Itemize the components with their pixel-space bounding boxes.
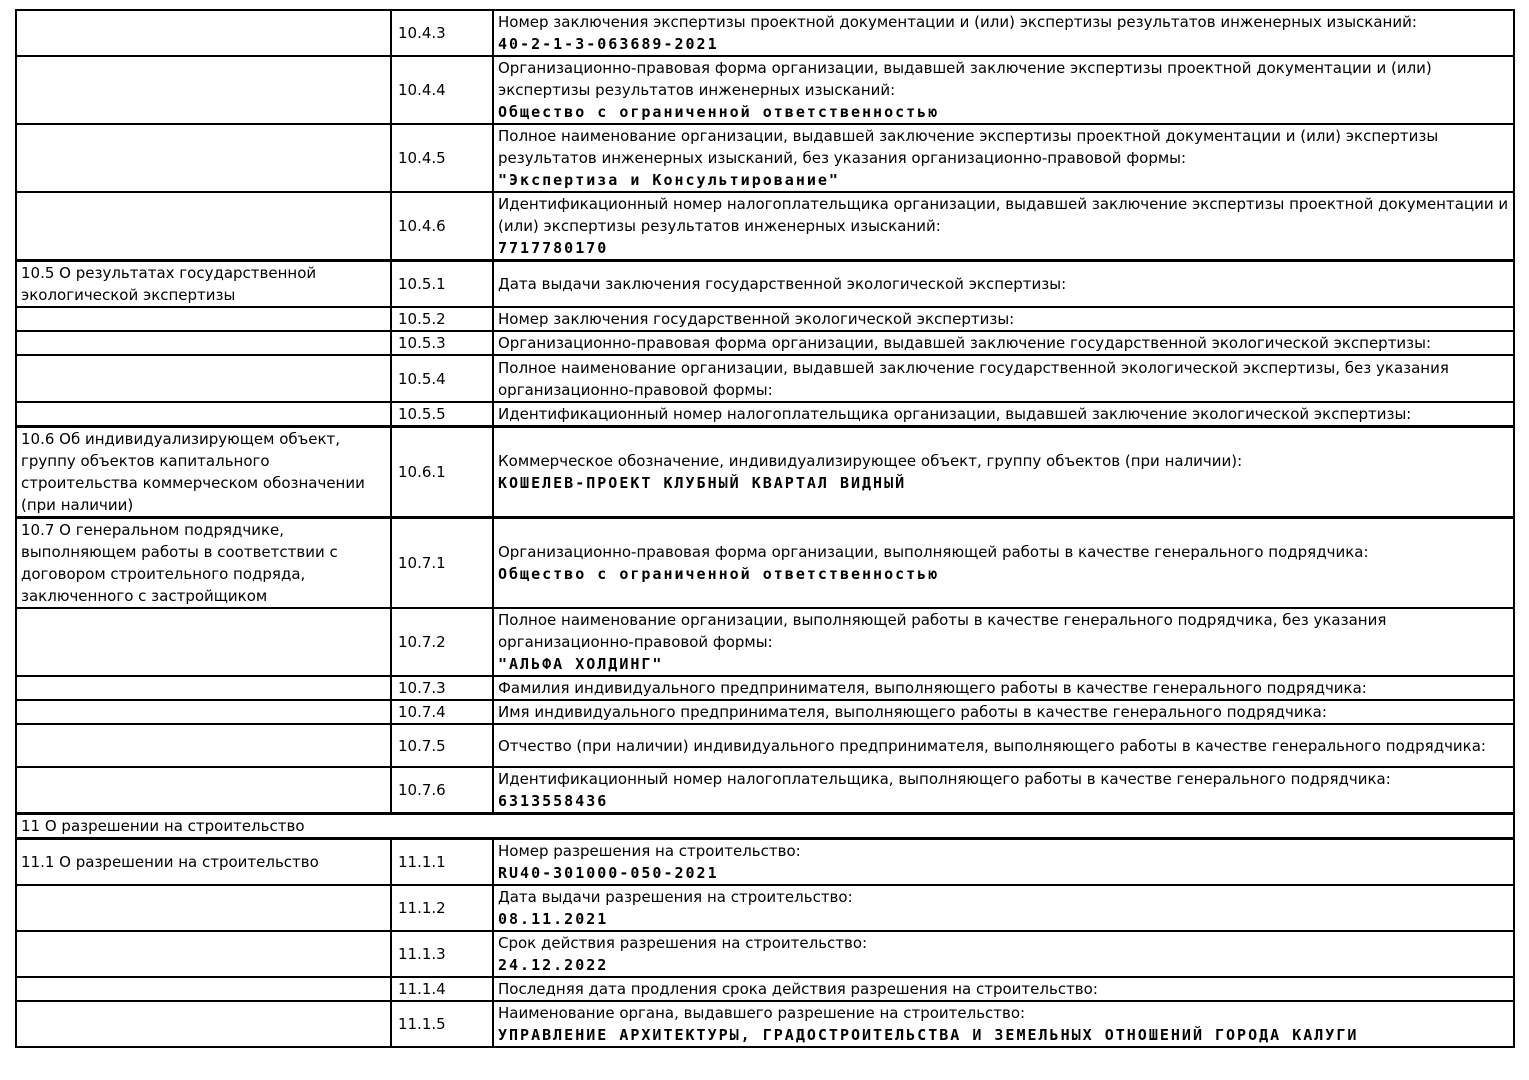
section-cell xyxy=(16,402,391,427)
field-cell xyxy=(493,427,1514,518)
field-label: Срок действия разрешения на строительство: xyxy=(498,934,868,952)
field-label: Номер заключения экспертизы проектной документации и (или) экспертизы результатов инженерных изысканий: xyxy=(498,13,1417,31)
table-row xyxy=(16,56,1514,124)
table-row xyxy=(16,931,1514,977)
table-row xyxy=(16,355,1514,402)
table-row xyxy=(16,518,1514,609)
table-row xyxy=(16,608,1514,676)
item-number: 10.5.4 xyxy=(391,355,493,402)
section-cell: 10.7 О генеральном подрядчике, выполняющем работы в соответствии с договором строительного подряда, заключенного с застройщиком xyxy=(16,518,391,609)
field-cell xyxy=(493,1001,1514,1047)
section-cell xyxy=(16,931,391,977)
field-cell xyxy=(493,331,1514,355)
field-value: УПРАВЛЕНИЕ АРХИТЕКТУРЫ, ГРАДОСТРОИТЕЛЬСТВА И ЗЕМЕЛЬНЫХ ОТНОШЕНИЙ ГОРОДА КАЛУГИ xyxy=(498,1026,1359,1044)
field-label: Полное наименование организации, выполняющей работы в качестве генерального подрядчика, без указания организационно-правовой формы: xyxy=(498,611,1387,651)
field-cell xyxy=(493,700,1514,724)
item-number: 10.4.4 xyxy=(391,56,493,124)
item-number: 10.5.2 xyxy=(391,307,493,331)
field-cell xyxy=(493,839,1514,886)
table-row xyxy=(16,676,1514,700)
field-value: 7717780170 xyxy=(498,239,609,257)
table-row xyxy=(16,885,1514,931)
section-cell: 10.5 О результатах государственной экологической экспертизы xyxy=(16,261,391,308)
item-number: 11.1.2 xyxy=(391,885,493,931)
item-number: 10.5.3 xyxy=(391,331,493,355)
table-row xyxy=(16,192,1514,261)
item-number: 10.4.5 xyxy=(391,124,493,192)
section-cell xyxy=(16,885,391,931)
field-label: Отчество (при наличии) индивидуального предпринимателя, выполняющего работы в качестве генерального подрядчика: xyxy=(498,736,1486,755)
table-row xyxy=(16,839,1514,886)
item-number: 11.1.3 xyxy=(391,931,493,977)
field-label: Имя индивидуального предпринимателя, выполняющего работы в качестве генерального подрядчика: xyxy=(498,703,1327,721)
field-cell xyxy=(493,355,1514,402)
table-row xyxy=(16,700,1514,724)
table-row xyxy=(16,331,1514,355)
table-row xyxy=(16,724,1514,767)
field-value: Общество с ограниченной ответственностью xyxy=(498,103,940,121)
field-value: Общество с ограниченной ответственностью xyxy=(498,565,940,583)
table-row xyxy=(16,767,1514,814)
field-cell xyxy=(493,676,1514,700)
item-number: 10.7.1 xyxy=(391,518,493,609)
section-cell xyxy=(16,724,391,767)
field-value: 08.11.2021 xyxy=(498,910,609,928)
field-cell xyxy=(493,767,1514,814)
item-number: 10.4.6 xyxy=(391,192,493,261)
section-banner-row xyxy=(16,814,1514,839)
field-label: Полное наименование организации, выдавшей заключение государственной экологической экспертизы, без указания организационно-правовой формы: xyxy=(498,358,1449,399)
field-value: КОШЕЛЕВ-ПРОЕКТ КЛУБНЫЙ КВАРТАЛ ВИДНЫЙ xyxy=(498,474,907,492)
field-cell xyxy=(493,307,1514,331)
item-number: 10.7.6 xyxy=(391,767,493,814)
field-cell xyxy=(493,885,1514,931)
table-row xyxy=(16,427,1514,518)
item-number: 10.6.1 xyxy=(391,427,493,518)
section-cell xyxy=(16,608,391,676)
section-cell xyxy=(16,676,391,700)
field-cell xyxy=(493,10,1514,56)
field-label: Организационно-правовая форма организации, выдавшей заключение государственной экологической экспертизы: xyxy=(498,334,1432,352)
field-value: 6313558436 xyxy=(498,792,609,810)
item-number: 11.1.1 xyxy=(391,839,493,886)
item-number: 10.7.2 xyxy=(391,608,493,676)
table-row xyxy=(16,261,1514,308)
field-label: Наименование органа, выдавшего разрешение на строительство: xyxy=(498,1004,1026,1022)
field-cell xyxy=(493,124,1514,192)
section-cell xyxy=(16,307,391,331)
field-cell xyxy=(493,261,1514,308)
item-number: 10.7.3 xyxy=(391,676,493,700)
field-cell xyxy=(493,608,1514,676)
project-declaration-table xyxy=(15,9,1515,1048)
item-number: 10.7.4 xyxy=(391,700,493,724)
section-cell xyxy=(16,124,391,192)
field-label: Организационно-правовая форма организации, выдавшей заключение экспертизы проектной документации и (или) экспертизы результатов инженерных изысканий: xyxy=(498,59,1432,99)
table-row xyxy=(16,10,1514,56)
field-cell xyxy=(493,56,1514,124)
field-cell xyxy=(493,518,1514,609)
table-row xyxy=(16,1001,1514,1047)
field-label: Идентификационный номер налогоплательщика организации, выдавшей заключение экологической экспертизы: xyxy=(498,405,1412,423)
field-value: "АЛЬФА ХОЛДИНГ" xyxy=(498,655,664,673)
field-cell xyxy=(493,977,1514,1001)
field-value: "Экспертиза и Консультирование" xyxy=(498,171,840,189)
field-label: Номер разрешения на строительство: xyxy=(498,842,801,860)
item-number: 10.5.1 xyxy=(391,261,493,308)
field-value: RU40-301000-050-2021 xyxy=(498,864,719,882)
item-number: 10.7.5 xyxy=(391,724,493,767)
field-label: Фамилия индивидуального предпринимателя, выполняющего работы в качестве генерального подрядчика: xyxy=(498,679,1367,697)
field-cell xyxy=(493,192,1514,261)
section-cell xyxy=(16,10,391,56)
item-number: 11.1.4 xyxy=(391,977,493,1001)
field-label: Полное наименование организации, выдавшей заключение экспертизы проектной документации и (или) экспертизы результатов инженерных изысканий, без указания организационно-правовой формы: xyxy=(498,127,1439,167)
item-number: 11.1.5 xyxy=(391,1001,493,1047)
section-cell xyxy=(16,355,391,402)
table-row xyxy=(16,307,1514,331)
section-cell xyxy=(16,1001,391,1047)
field-label: Дата выдачи заключения государственной экологической экспертизы: xyxy=(498,275,1067,293)
table-row xyxy=(16,124,1514,192)
table-row xyxy=(16,977,1514,1001)
section-cell xyxy=(16,700,391,724)
field-value: 40-2-1-3-063689-2021 xyxy=(498,35,719,53)
field-cell xyxy=(493,402,1514,427)
section-banner: 11 О разрешении на строительство xyxy=(16,814,1514,839)
section-cell xyxy=(16,767,391,814)
field-label: Дата выдачи разрешения на строительство: xyxy=(498,888,853,906)
field-label: Организационно-правовая форма организации, выполняющей работы в качестве генерального подрядчика: xyxy=(498,543,1369,561)
item-number: 10.4.3 xyxy=(391,10,493,56)
field-label: Коммерческое обозначение, индивидуализирующее объект, группу объектов (при наличии): xyxy=(498,452,1243,470)
field-label: Номер заключения государственной экологической экспертизы: xyxy=(498,310,1015,328)
section-cell xyxy=(16,331,391,355)
section-cell: 10.6 Об индивидуализирующем объект, группу объектов капитального строительства коммерческом обозначении (при наличии) xyxy=(16,427,391,518)
item-number: 10.5.5 xyxy=(391,402,493,427)
field-cell xyxy=(493,931,1514,977)
section-cell xyxy=(16,977,391,1001)
field-cell xyxy=(493,724,1514,767)
section-cell xyxy=(16,56,391,124)
field-label: Идентификационный номер налогоплательщика организации, выдавшей заключение экспертизы проектной документации и (или) экспертизы результатов инженерных изысканий: xyxy=(498,195,1509,235)
field-label: Последняя дата продления срока действия разрешения на строительство: xyxy=(498,980,1098,998)
section-cell: 11.1 О разрешении на строительство xyxy=(16,839,391,886)
field-label: Идентификационный номер налогоплательщика, выполняющего работы в качестве генерального подрядчика: xyxy=(498,770,1391,788)
table-row xyxy=(16,402,1514,427)
field-value: 24.12.2022 xyxy=(498,956,609,974)
section-cell xyxy=(16,192,391,261)
